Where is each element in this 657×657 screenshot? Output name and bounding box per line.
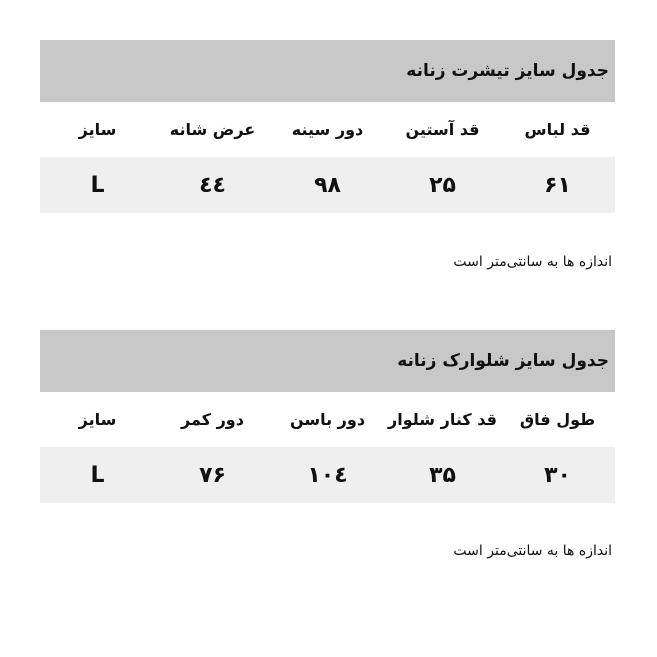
value-outseam: ۳۵ bbox=[429, 462, 456, 488]
value-chest: ۹۸ bbox=[314, 172, 341, 198]
header-garment-length: قد لباس bbox=[524, 120, 591, 139]
header-waist: دور کمر bbox=[181, 410, 244, 429]
value-hip: ۱۰٤ bbox=[307, 462, 348, 488]
tshirt-header-row bbox=[40, 102, 615, 157]
value-sleeve-length: ۲۵ bbox=[429, 172, 456, 198]
shorts-value-row bbox=[40, 447, 615, 503]
tshirt-table-title: جدول سایز تیشرت زنانه bbox=[40, 40, 615, 102]
header-sleeve-length: قد آستین bbox=[405, 120, 480, 139]
header-hip: دور باسن bbox=[289, 410, 366, 429]
header-chest: دور سینه bbox=[291, 120, 364, 139]
value-shoulder-width: ٤٤ bbox=[199, 172, 226, 198]
value-waist: ۷۶ bbox=[199, 462, 226, 488]
shorts-size-table bbox=[40, 330, 615, 503]
tshirt-units-note: اندازه ها به سانتی‌متر است bbox=[453, 254, 612, 270]
value-size: L bbox=[90, 172, 105, 198]
shorts-units-note: اندازه ها به سانتی‌متر است bbox=[453, 543, 612, 559]
shorts-header-row bbox=[40, 392, 615, 447]
header-size: سایز bbox=[78, 120, 117, 139]
tshirt-size-table bbox=[40, 40, 615, 213]
shorts-table-title: جدول سایز شلوارک زنانه bbox=[40, 330, 615, 392]
value-garment-length: ۶۱ bbox=[544, 172, 571, 198]
header-shoulder-width: عرض شانه bbox=[169, 120, 256, 139]
value-size: L bbox=[90, 462, 105, 488]
header-outseam: قد کنار شلوار bbox=[388, 410, 497, 429]
tshirt-value-row bbox=[40, 157, 615, 213]
value-rise-length: ۳۰ bbox=[544, 462, 571, 488]
header-rise-length: طول فاق bbox=[519, 410, 596, 429]
header-size: سایز bbox=[78, 410, 117, 429]
